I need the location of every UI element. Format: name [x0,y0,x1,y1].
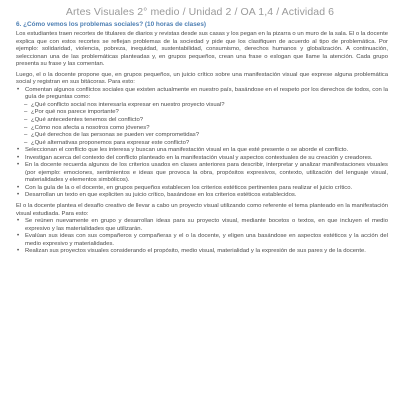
critique-steps-list [16,87,388,102]
list-item: – ¿Qué antecedentes tenemos del conflicto? [24,117,388,125]
list-item: • Con la guía de la o el docente, en grupos pequeños establecen los criterios estéticos pertinentes para realizar el juicio crítico. [16,185,388,193]
list-item: • Desarrollan un texto en que expliciten su juicio crítico, basándose en los criterios estéticos establecidos. [16,192,388,200]
list-item: – ¿Cómo nos afecta a nosotros como jóvenes? [24,125,388,133]
list-item: – ¿Qué derechos de las personas se pueden ver comprometidas? [24,132,388,140]
document-body [0,31,400,256]
intro-paragraph: Los estudiantes traen recortes de titulares de diarios y revistas desde sus casas y los pegan en la pizarra o un muro de la sala. El o la docente explica que con estos recortes se reflejan problemas de la sociedad y pide que los clasifiquen de acuerdo al tipo de problemática. Por ejemplo: solidaridad, violencia, pobreza, inequidad, sustentabilidad, consumismo, derechos humanos y globalización. A continuación, seleccionan una de las problemáticas planteadas y, en grupos pequeños, crean una frase o eslogan que llame la atención. Cada grupo presenta su frase y las comentan. [16,31,388,68]
list-item: • Investigan acerca del contexto del conflicto planteado en la manifestación visual y aspectos contextuales de su creación y creadores. [16,155,388,163]
list-item: • Evalúan sus ideas con sus compañeros y compañeras y el o la docente, y eligen una basándose en aspectos estéticos y la acción del medio expresivo y materialidades. [16,233,388,248]
list-item: – ¿Por qué nos parece importante? [24,109,388,117]
critique-steps-list-continued [16,147,388,200]
list-item: – ¿Qué conflicto social nos interesaría expresar en nuestro proyecto visual? [24,102,388,110]
list-item: – ¿Qué alternativas proponemos para expresar este conflicto? [24,140,388,148]
list-item: • Se reúnen nuevamente en grupo y desarrollan ideas para su proyecto visual, mediante bocetos o textos, en que incluyen el medio expresivo y las materialidades que utilizarán. [16,218,388,233]
project-paragraph: El o la docente plantea el desafío creativo de llevar a cabo un proyecto visual utilizando como referente el tema planteado en la manifestación visual estudiada. Para esto: [16,203,388,217]
guiding-questions-list [24,102,388,147]
page-title: Artes Visuales 2° medio / Unidad 2 / OA 1,4 / Actividad 6 [65,6,335,18]
critique-paragraph: Luego, el o la docente propone que, en grupos pequeños, un juicio crítico sobre una manifestación visual que exprese alguna problemática social y registran en sus bitácoras. Para esto: [16,71,388,86]
list-item: • Realizan sus proyectos visuales considerando el propósito, medio visual, materialidad y la expresión de sus pares y de la docente. [16,248,388,256]
project-steps-list [16,218,388,256]
list-item: • Seleccionan el conflicto que les interesa y buscan una manifestación visual en la que esté presente o se aborde el conflicto. [16,147,388,155]
list-item: • Comentan algunos conflictos sociales que existen actualmente en nuestro país, basándose en el respeto por los derechos de todos, con la guía de preguntas como: [16,87,388,102]
activity-subtitle: 6. ¿Cómo vemos los problemas sociales? (10 horas de clases) [16,21,207,28]
list-item: • En la docente recuerda algunos de los criterios usados en clases anteriores para describir, interpretar y analizar manifestaciones visuales (por ejemplo: emociones, sentimientos e ideas que provoca la obra, propósitos expresivos, contexto, utilización del lenguaje visual, materialidades y elementos simbólicos). [16,162,388,185]
